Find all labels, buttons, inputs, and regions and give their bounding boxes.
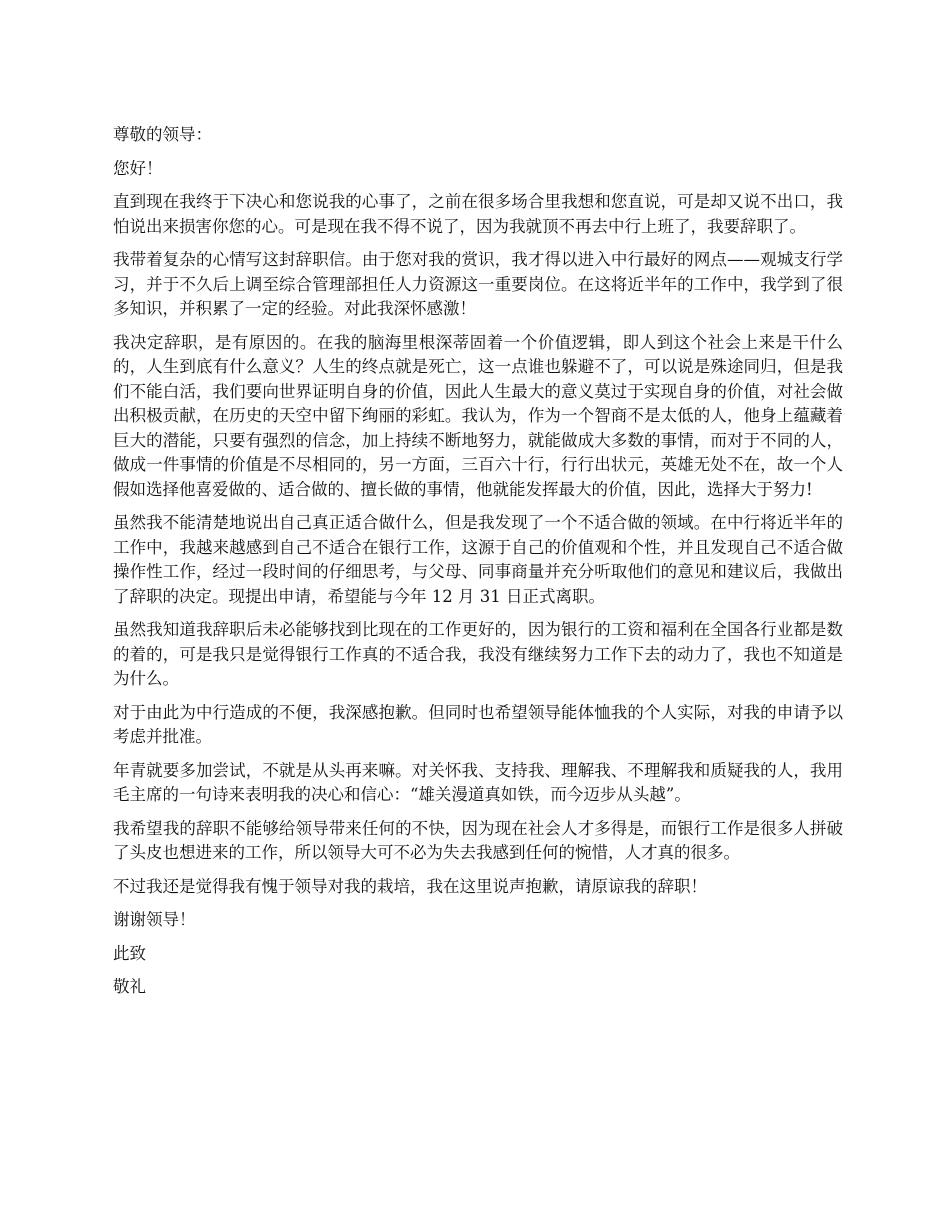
letter-paragraph: 虽然我知道我辞职后未必能够找到比现在的工作更好的，因为银行的工资和福利在全国各行业都是数的着的，可是我只是觉得银行工作真的不适合我，我没有继续努力工作下去的动力了，我也不知道是为什么。 [113,620,843,688]
letter-paragraph: 直到现在我终于下决心和您说我的心事了，之前在很多场合里我想和您直说，可是却又说不出口，我怕说出来损害你您的心。可是现在我不得不说了，因为我就顶不再去中行上班了，我要辞职了。 [113,192,843,236]
letter-paragraph: 我希望我的辞职不能够给领导带来任何的不快，因为现在社会人才多得是，而银行工作是很多人拼破了头皮也想进来的工作，所以领导大可不必为失去我感到任何的惋惜，人才真的很多。 [113,818,843,862]
letter-paragraph: 年青就要多加尝试，不就是从头再来嘛。对关怀我、支持我、理解我、不理解我和质疑我的人，我用毛主席的一句诗来表明我的决心和信心：“雄关漫道真如铁，而今迈步从头越”。 [113,760,843,804]
letter-paragraph: 我带着复杂的心情写这封辞职信。由于您对我的赏识，我才得以进入中行最好的网点——观城支行学习，并于不久后上调至综合管理部担任人力资源这一重要岗位。在这将近半年的工作中，我学到了很多知识，并积累了一定的经验。对此我深怀感激！ [113,250,843,318]
resignation-letter [113,123,843,1009]
letter-paragraph: 虽然我不能清楚地说出自己真正适合做什么，但是我发现了一个不适合做的领域。在中行将近半年的工作中，我越来越感到自己不适合在银行工作，这源于自己的价值观和个性，并且发现自己不适合做操作性工作，经过一段时间的仔细思考，与父母、同事商量并充分听取他们的意见和建议后，我做出了辞职的决定。现提出申请，希望能与今年 12 月 31 日正式离职。 [113,513,843,606]
letter-closing-jing-li: 敬礼 [113,977,146,996]
letter-paragraph: 我决定辞职，是有原因的。在我的脑海里根深蒂固着一个价值逻辑，即人到这个社会上来是干什么的，人生到底有什么意义？人生的终点就是死亡，这一点谁也躲避不了，可以说是殊途同归，但是我们不能白活，我们要向世界证明自身的价值，因此人生最大的意义莫过于实现自身的价值，对社会做出积极贡献，在历史的天空中留下绚丽的彩虹。我认为，作为一个智商不是太低的人，他身上蕴藏着巨大的潜能，只要有强烈的信念，加上持续不断地努力，就能做成大多数的事情，而对于不同的人，做成一件事情的价值是不尽相同的，另一方面，三百六十行，行行出状元，英雄无处不在，故一个人假如选择他喜爱做的、适合做的、擅长做的事情，他就能发挥最大的价值，因此，选择大于努力! [113,332,843,499]
letter-closing-ci-zhi: 此致 [113,943,146,963]
letter-salutation: 尊敬的领导： [113,125,212,144]
letter-thanks: 谢谢领导！ [113,910,196,929]
letter-paragraph: 不过我还是觉得我有愧于领导对我的栽培，我在这里说声抱歉，请原谅我的辞职！ [113,876,707,896]
letter-greeting: 您好！ [113,158,163,178]
letter-paragraph: 对于由此为中行造成的不便，我深感抱歉。但同时也希望领导能体恤我的个人实际，对我的申请予以考虑并批准。 [113,702,843,746]
